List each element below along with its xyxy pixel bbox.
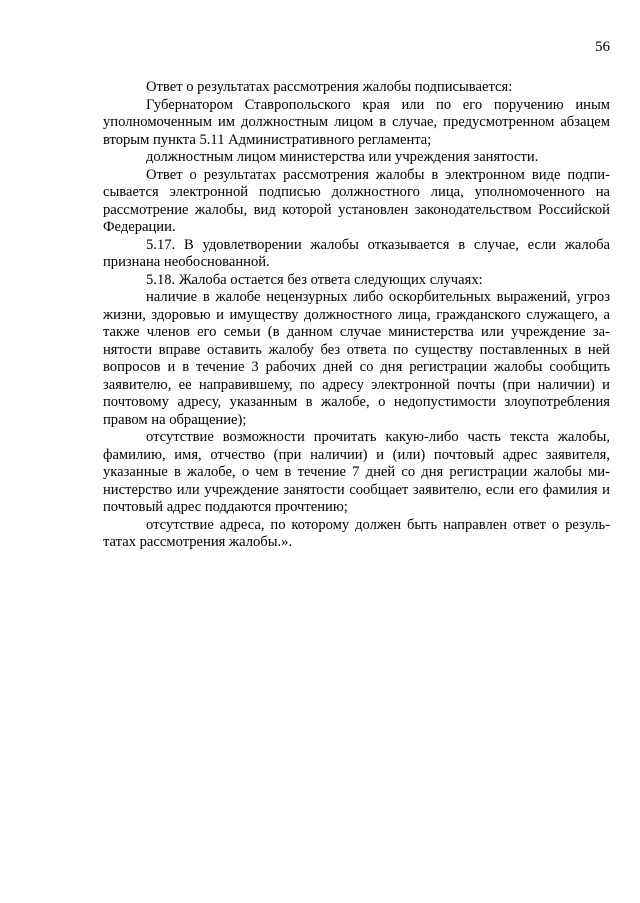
document-body: [103, 79, 610, 552]
paragraph-signature-intro: Ответ о результатах рассмотрения жалобы подписывается:: [146, 79, 513, 95]
paragraph-obscene-language: наличие в жалобе нецензурных либо оскорбительных выражений, угроз жизни, здоровью и имуществу должностного лица, гражданского служащего, а также членов его семьи (в данном случае министерства или учреждение занятости вправе оставить жалобу без ответа по существу поставленных в ней вопросов и в течение 3 рабочих дней со дня регистрации жалобы сообщить заявителю, ее направившему, по адресу электронной почты (при наличии) и почтовому адресу, указанным в жалобе, о недопустимости злоупотребления правом на обращение);: [103, 289, 610, 428]
paragraph-governor: Губернатором Ставропольского края или по его поручению иным уполномоченным им должностным лицом в случае, предусмотренном абзацем вторым пункта 5.11 Административного регламента;: [103, 96, 610, 148]
paragraph-official: должностным лицом министерства или учреждения занятости.: [146, 149, 539, 165]
paragraph-no-address: отсутствие адреса, по которому должен быть направлен ответ о результатах рассмотрения жалобы.».: [103, 516, 610, 550]
page-number: 56: [595, 39, 610, 55]
paragraph-5-18: 5.18. Жалоба остается без ответа следующих случаях:: [146, 271, 483, 288]
paragraph-5-17: 5.17. В удовлетворении жалобы отказывается в случае, если жалоба признана необоснованной.: [103, 236, 610, 270]
paragraph-unreadable-text: отсутствие возможности прочитать какую-либо часть текста жалобы, фамилию, имя, отчество (при наличии) и (или) почтовый адрес заявителя, указанные в жалобе, о чем в течение 7 дней со дня регистрации жалобы министерство или учреждение занятости сообщает заявителю, если его фамилия и почтовый адрес поддаются прочтению;: [103, 429, 610, 515]
paragraph-electronic-signature: Ответ о результатах рассмотрения жалобы в электронном виде подписывается электронной подписью должностного лица, уполномоченного на рассмотрение жалобы, вид которой установлен законодательством Российской Федерации.: [103, 166, 610, 235]
